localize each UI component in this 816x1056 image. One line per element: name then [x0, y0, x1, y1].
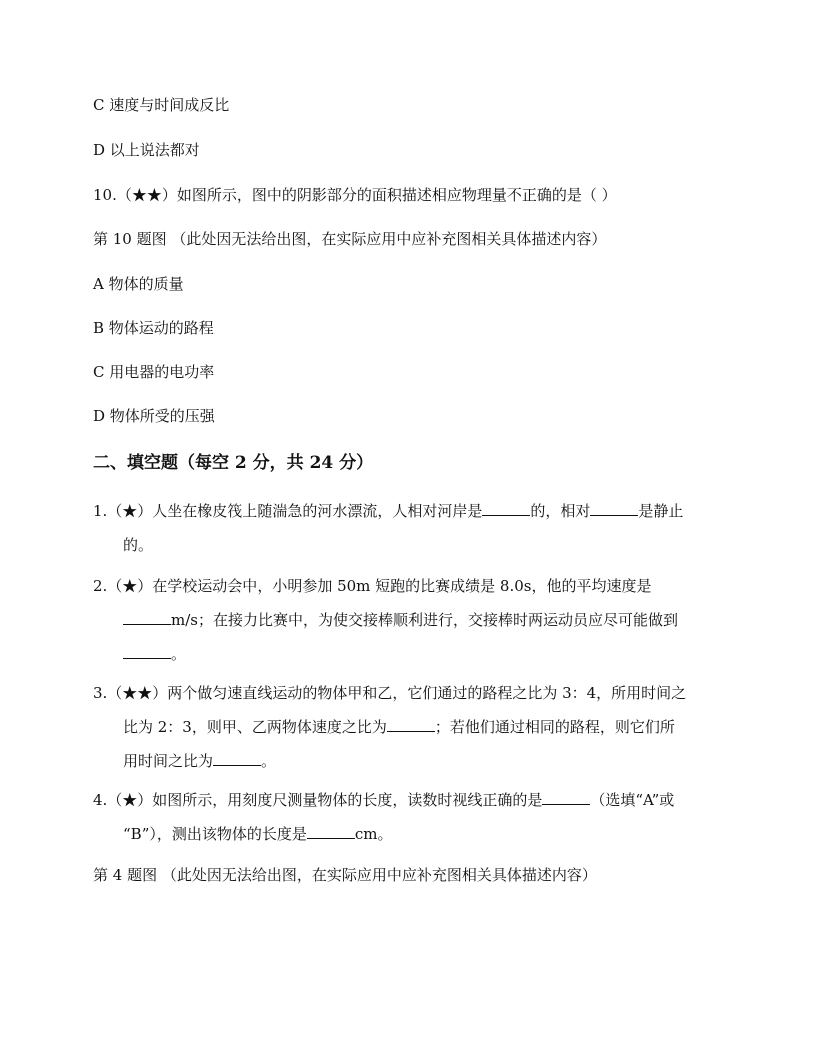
answer-blank — [213, 751, 261, 766]
answer-blank — [387, 717, 435, 732]
fill-q1-text-d: 的。 — [123, 536, 154, 554]
fill-question-4 — [93, 790, 733, 858]
question-10-option-d: D 物体所受的压强 — [93, 407, 215, 425]
fill-question-2 — [93, 576, 733, 678]
fill-q4-text-a: 4.（★）如图所示，用刻度尺测量物体的长度，读数时视线正确的是 — [93, 791, 543, 809]
question-10-figure-note: 第 10 题图 （此处因无法给出图，在实际应用中应补充图相关具体描述内容） — [93, 230, 607, 248]
answer-blank — [123, 644, 171, 659]
answer-blank — [482, 501, 530, 516]
question-10-option-c: C 用电器的电功率 — [93, 363, 215, 381]
fill-q3-text-c: ；若他们通过相同的路程，则它们所 — [434, 718, 675, 736]
section-2-title: 二、填空题（每空 2 分，共 24 分） — [93, 453, 374, 473]
fill-q3-text-b: 比为 2：3，则甲、乙两物体速度之比为 — [123, 718, 387, 736]
answer-blank — [123, 610, 171, 625]
fill-q2-text-b: m/s；在接力比赛中，为使交接棒顺利进行，交接棒时两运动员应尽可能做到 — [171, 611, 678, 629]
question-10-option-a: A 物体的质量 — [93, 275, 184, 293]
option-d-prev: D 以上说法都对 — [93, 141, 200, 159]
fill-q2-text-a: 2.（★）在学校运动会中，小明参加 50m 短跑的比赛成绩是 8.0s，他的平均速度是 — [93, 577, 652, 595]
answer-blank — [590, 501, 638, 516]
question-10-option-b: B 物体运动的路程 — [93, 319, 214, 337]
answer-blank — [542, 790, 590, 805]
option-c-prev: C 速度与时间成反比 — [93, 96, 230, 114]
fill-question-3 — [93, 683, 733, 785]
fill-q2-text-c: 。 — [171, 645, 187, 663]
fill-q1-text-c: 是静止 — [638, 502, 684, 520]
fill-question-1 — [93, 501, 733, 569]
fill-q3-text-d: 用时间之比为 — [123, 752, 214, 770]
fill-q4-text-b: （选填“A”或 — [590, 791, 675, 809]
fill-q4-text-c: “B”），测出该物体的长度是 — [123, 825, 307, 843]
question-4-figure-note: 第 4 题图 （此处因无法给出图，在实际应用中应补充图相关具体描述内容） — [93, 866, 597, 884]
fill-q3-text-a: 3.（★★）两个做匀速直线运动的物体甲和乙，它们通过的路程之比为 3：4，所用时间之 — [93, 684, 687, 702]
answer-blank — [307, 824, 355, 839]
question-10-stem: 10.（★★）如图所示，图中的阴影部分的面积描述相应物理量不正确的是（ ） — [93, 186, 617, 204]
fill-q1-text-b: 的，相对 — [530, 502, 591, 520]
fill-q3-text-e: 。 — [261, 752, 277, 770]
fill-q4-text-d: cm。 — [354, 825, 393, 843]
fill-q1-text-a: 1.（★）人坐在橡皮筏上随湍急的河水漂流，人相对河岸是 — [93, 502, 483, 520]
